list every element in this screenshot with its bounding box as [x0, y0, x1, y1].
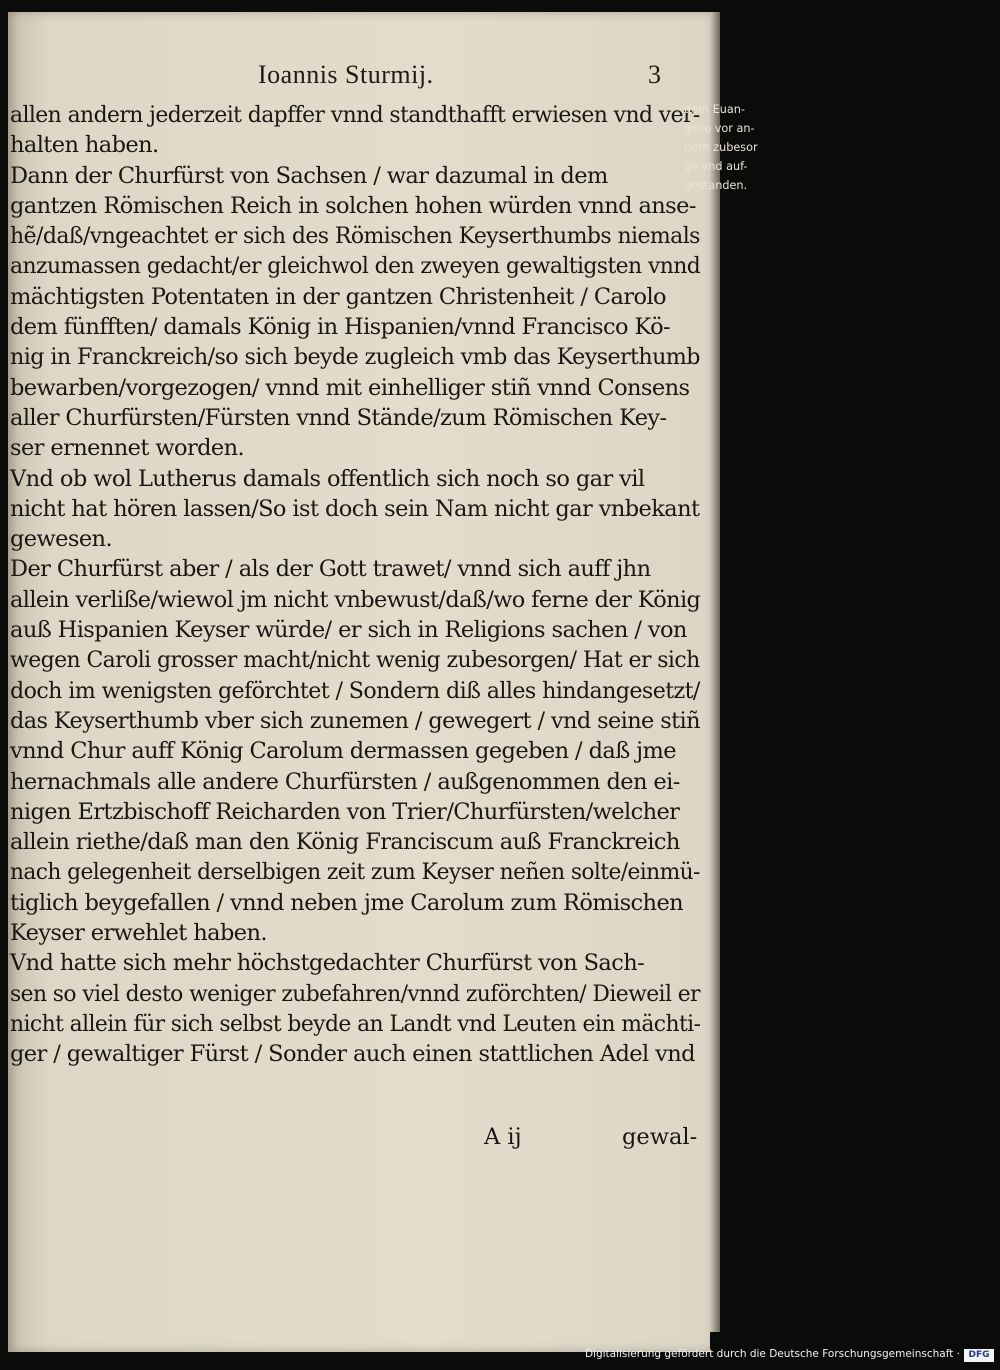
page-footer [10, 1124, 700, 1160]
text-line: nigen Ertzbischoff Reicharden von Trier/Churfürsten/welcher [10, 798, 680, 825]
dfg-logo: DFG [964, 1349, 994, 1362]
text-line: nicht allein für sich selbst beyde an Landt vnd Leuten ein mächti- [10, 1010, 701, 1037]
text-line: gantzen Römischen Reich in solchen hohen würden vnnd anse- [10, 192, 696, 219]
text-line: Vnd ob wol Lutherus damals offentlich sich noch so gar vil [10, 465, 645, 492]
text-line: das Keyserthumb vber sich zunemen / gewegert / vnd seine stiñ [10, 707, 700, 734]
text-line: sen so viel desto weniger zubefahren/vnnd zuförchten/ Dieweil er [10, 980, 700, 1007]
text-line: nig in Franckreich/so sich beyde zugleich vmb das Keyserthumb [10, 344, 700, 371]
text-line: allein verliße/wiewol jm nicht vnbewust/daß/wo ferne der König [10, 586, 701, 613]
text-line: vnnd Chur auff König Carolum dermassen gegeben / daß jme [10, 738, 676, 765]
body-text [10, 100, 700, 1070]
text-line: hernachmals alle andere Churfürsten / außgenommen den ei- [10, 768, 680, 795]
text-line: ser ernennet worden. [10, 435, 245, 462]
text-line: nicht hat hören lassen/So ist doch sein Nam nicht gar vnbekant [10, 495, 700, 522]
margin-note-line: gẽ vnd auf- [684, 159, 748, 173]
text-line: Dann der Churfürst von Sachsen / war dazumal in dem [10, 162, 608, 189]
text-line: allein riethe/daß man den König Franciscum auß Franckreich [10, 829, 680, 856]
margin-note [684, 100, 774, 195]
catchword: gewal- [622, 1124, 698, 1150]
text-line: hẽ/daß/vngeachtet er sich des Römischen Keyserthumbs niemals [10, 223, 700, 250]
text-line: wegen Caroli grosser macht/nicht wenig zubesorgen/ Hat er sich [10, 647, 700, 674]
signature-mark: A ij [484, 1124, 522, 1150]
margin-note-line: dem Euan- [684, 102, 745, 116]
text-line: halten haben. [10, 132, 159, 159]
text-line: nach gelegenheit derselbigen zeit zum Keyser neñen solte/einmü- [10, 859, 700, 886]
text-line: doch im wenigsten geförchtet / Sondern diß alles hindangesetzt/ [10, 677, 700, 704]
margin-note-line: gestanden. [684, 178, 748, 192]
text-line: dem fünfften/ damals König in Hispanien/vnnd Francisco Kö- [10, 314, 671, 341]
text-line: gewesen. [10, 526, 112, 553]
text-line: auß Hispanien Keyser würde/ er sich in Religions sachen / von [10, 617, 687, 644]
page-edge [710, 12, 720, 1332]
text-line: aller Churfürsten/Fürsten vnnd Stände/zum Römischen Key- [10, 404, 667, 431]
running-title: Ioannis Sturmij. [258, 60, 434, 89]
text-line: Vnd hatte sich mehr höchstgedachter Churfürst von Sach- [10, 950, 645, 977]
margin-note-line: gelio vor an- [684, 121, 755, 135]
text-line: mächtigsten Potentaten in der gantzen Christenheit / Carolo [10, 283, 666, 310]
text-line: ger / gewaltiger Fürst / Sonder auch einen stattlichen Adel vnd [10, 1041, 695, 1068]
text-line: bewarben/vorgezogen/ vnnd mit einhelliger stiñ vnnd Consens [10, 374, 690, 401]
folio-number: 3 [648, 60, 661, 89]
text-line: Der Churfürst aber / als der Gott trawet/ vnnd sich auff jhn [10, 556, 651, 583]
digitization-credit: Digitalisierung gefördert durch die Deutsche Forschungsgemeinschaft · [584, 1348, 960, 1360]
text-line: anzumassen gedacht/er gleichwol den zweyen gewaltigsten vnnd [10, 253, 701, 280]
text-line: tiglich beygefallen / vnnd neben jme Carolum zum Römischen [10, 889, 684, 916]
text-line: Keyser erwehlet haben. [10, 920, 267, 947]
margin-note-line: dern zubesor [684, 140, 758, 154]
text-line: allen andern jederzeit dapffer vnnd standthafft erwiesen vnd ver- [10, 102, 700, 128]
